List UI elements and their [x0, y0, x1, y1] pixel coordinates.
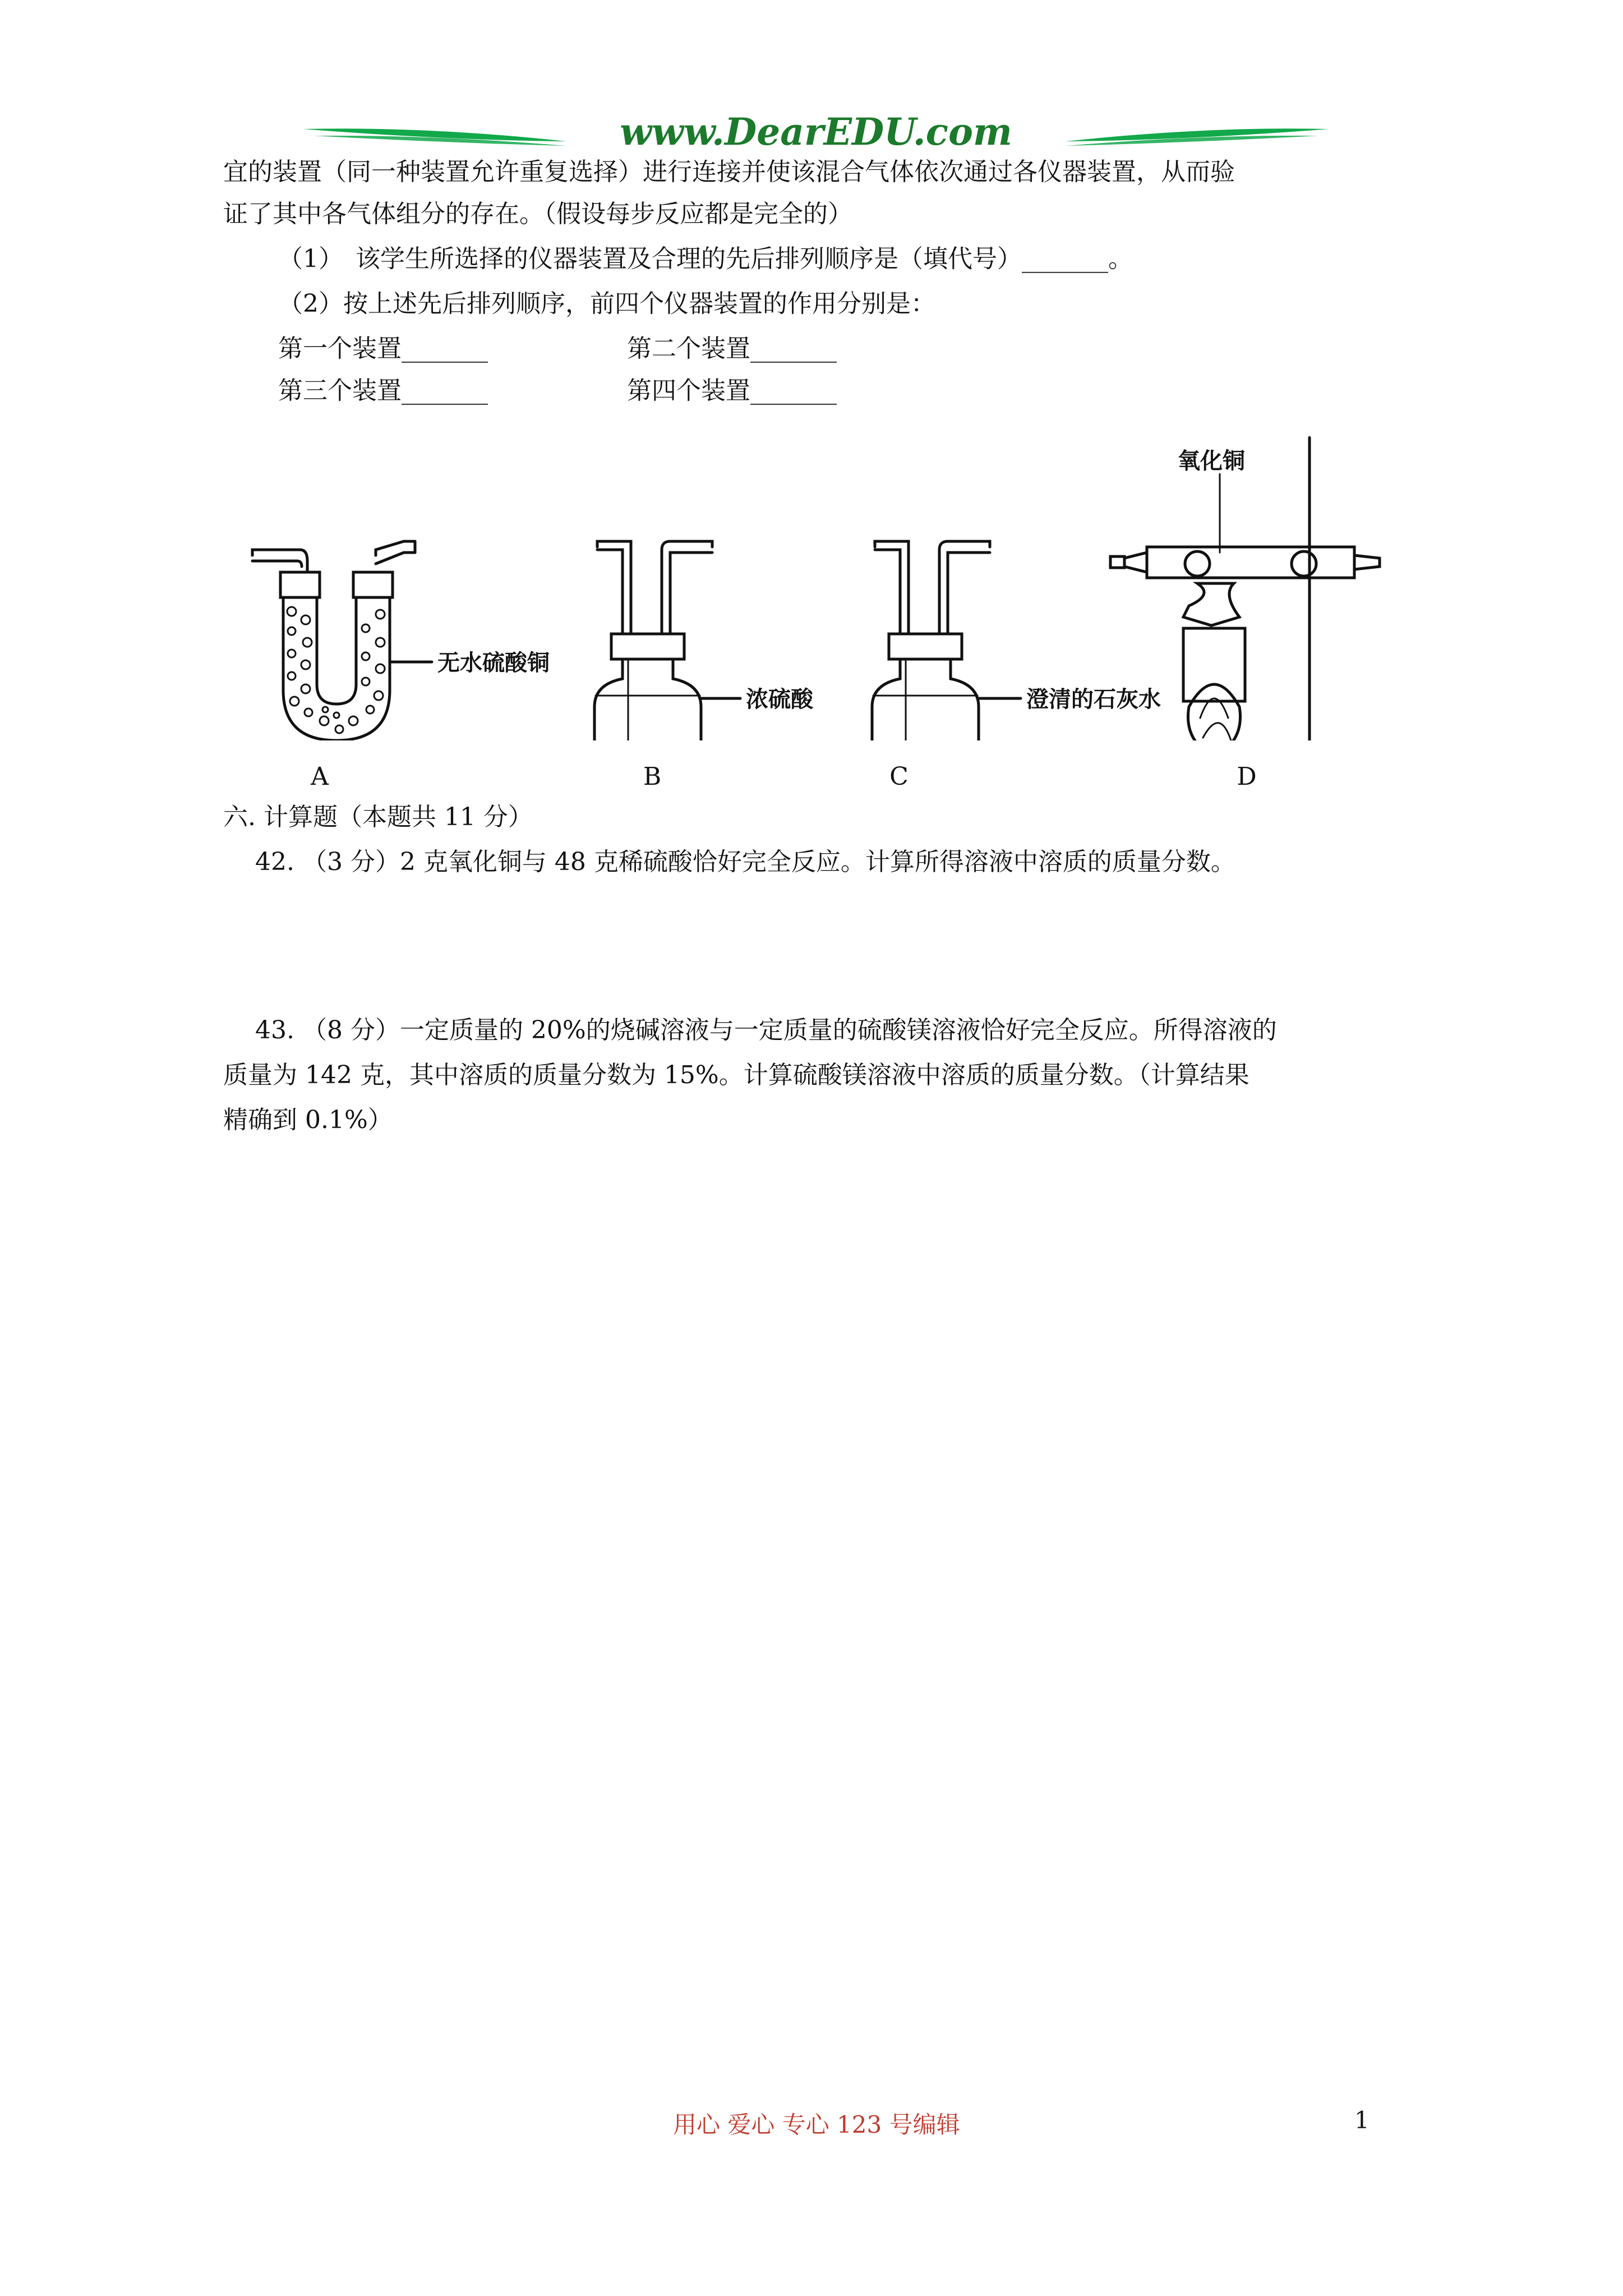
intro-line-1: 宜的装置（同一种装置允许重复选择）进行连接并使该混合气体依次通过各仪器装置，从而验 — [223, 158, 1235, 186]
device-label-b: B — [643, 762, 662, 791]
label-concentrated-sulfuric-acid: 浓硫酸 — [746, 687, 813, 712]
label-limewater: 澄清的石灰水 — [1026, 687, 1161, 712]
question-43-line-3: 精确到 0.1%） — [223, 1106, 393, 1134]
question-1: （1） 该学生所选择的仪器装置及合理的先后排列顺序是（填代号）_______。 — [278, 245, 1133, 273]
question-2: （2）按上述先后排列顺序，前四个仪器装置的作用分别是： — [278, 289, 935, 318]
intro-line-2: 证了其中各气体组分的存在。（假设每步反应都是完全的） — [223, 200, 852, 228]
label-anhydrous-copper-sulfate: 无水硫酸铜 — [437, 650, 550, 676]
wash-bottle-c — [872, 541, 1021, 740]
logo-text: www.DearEDU.com — [620, 110, 1012, 154]
device-1-blank: 第一个装置_______ — [278, 334, 488, 363]
u-tube-a-granules — [287, 607, 385, 733]
wash-bottle-b — [594, 541, 740, 740]
device-label-c: C — [889, 762, 909, 791]
apparatus-figure — [236, 426, 1413, 740]
device-4-blank: 第四个装置_______ — [627, 376, 837, 405]
device-3-blank: 第三个装置_______ — [278, 376, 488, 405]
question-43-line-2: 质量为 142 克，其中溶质的质量分数为 15%。计算硫酸镁溶液中溶质的质量分数。（计算结果 — [223, 1061, 1249, 1089]
device-2-blank: 第二个装置_______ — [627, 334, 837, 363]
u-tube-a — [252, 541, 415, 740]
footer-text: 用心 爱心 专心 123 号编辑 — [673, 2111, 960, 2138]
page-number: 1 — [1354, 2106, 1370, 2134]
question-43-line-1: 43. （8 分）一定质量的 20%的烧碱溶液与一定质量的硫酸镁溶液恰好完全反应。所得溶液的 — [255, 1016, 1277, 1045]
question-42: 42. （3 分）2 克氧化铜与 48 克稀硫酸恰好完全反应。计算所得溶液中溶质的质量分数。 — [255, 848, 1235, 876]
device-label-d: D — [1237, 762, 1257, 791]
device-label-a: A — [311, 762, 329, 791]
label-copper-oxide: 氧化铜 — [1178, 448, 1245, 474]
section-6-title: 六. 计算题（本题共 11 分） — [223, 803, 533, 831]
